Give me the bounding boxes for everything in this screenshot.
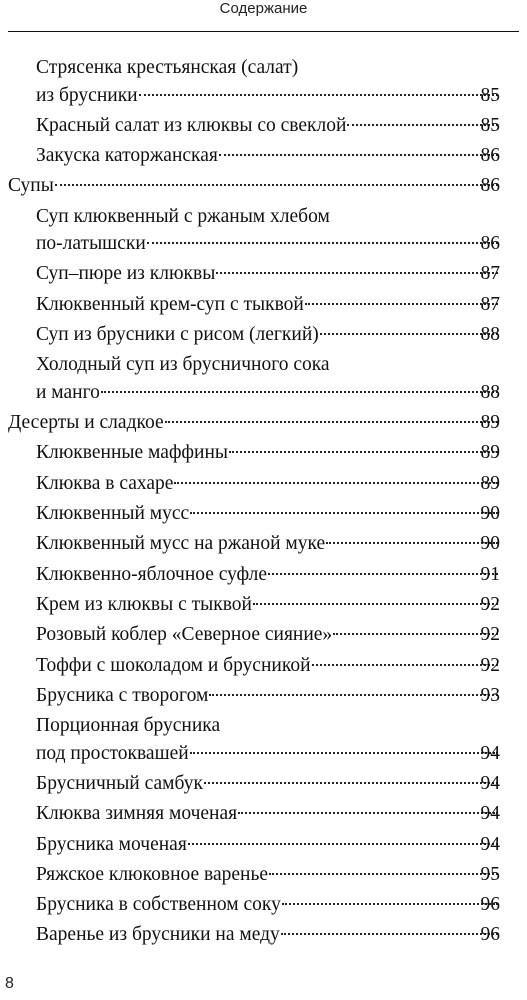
toc-entry-title: Клюквенно-яблочное суфле: [36, 563, 267, 585]
running-header: Содержание: [219, 0, 308, 17]
toc-page-number: 96: [480, 924, 500, 946]
toc-entry-title: Брусника с творогом: [36, 684, 209, 706]
toc-entry-title: Тоффи с шоколадом и брусникой: [36, 654, 311, 676]
toc-entry: [0, 470, 527, 498]
toc-page-number: 94: [480, 742, 500, 764]
toc-entry-title: Розовый коблер «Северное сияние»: [36, 624, 333, 646]
toc-page-number: 94: [480, 803, 500, 825]
toc-entry-title: Десерты и сладкое: [8, 412, 164, 434]
dot-leader: [305, 303, 498, 305]
dot-leader: [219, 154, 498, 156]
dot-leader: [229, 451, 498, 453]
toc-entry-title: Клюквенные маффины: [36, 442, 229, 464]
dot-leader: [326, 542, 498, 544]
toc-entry-title: Варенье из брусники на меду: [36, 924, 280, 946]
toc-entry: [0, 351, 527, 406]
toc-entry: [0, 439, 527, 467]
toc-entry-title: и манго: [36, 381, 100, 403]
toc-page-number: 88: [480, 324, 500, 346]
toc-page-number: 96: [480, 894, 500, 916]
dot-leader: [347, 124, 498, 126]
toc-entry: [0, 591, 527, 619]
toc-page-number: 89: [480, 442, 500, 464]
toc-entry-title: Закуска каторжанская: [36, 145, 218, 167]
toc-entry-title: Ряжское клюковное варенье: [36, 863, 269, 885]
dot-leader: [147, 242, 498, 244]
dot-leader: [55, 184, 498, 186]
toc-entry: [0, 291, 527, 319]
toc-section: [0, 172, 527, 200]
toc-entry-title: Клюквенный крем-суп с тыквой: [36, 293, 304, 315]
toc-entry: [0, 561, 527, 589]
dot-leader: [312, 664, 498, 666]
dot-leader: [282, 903, 498, 905]
toc-entry: [0, 54, 527, 109]
toc-page-number: 94: [480, 772, 500, 794]
toc-entry: [0, 682, 527, 710]
toc-entry: [0, 891, 527, 919]
toc-entry: [0, 203, 527, 258]
toc-page-number: 91: [480, 563, 500, 585]
toc-entry: [0, 831, 527, 859]
toc-page-number: 85: [480, 84, 500, 106]
dot-leader: [320, 333, 498, 335]
toc-entry-title: из брусники: [36, 84, 138, 106]
toc-entry: [0, 652, 527, 680]
toc-entry-title: Клюква в сахаре: [36, 472, 174, 494]
dot-leader: [188, 843, 498, 845]
header-rule: [8, 31, 519, 32]
toc-entry-title: Суп из брусники с рисом (легкий): [36, 324, 319, 346]
dot-leader: [238, 812, 498, 814]
toc-entry-title-line: Порционная брусника: [36, 715, 221, 737]
toc-entry-title: Суп–пюре из клюквы: [36, 263, 216, 285]
toc-entry: [0, 321, 527, 349]
toc-page-number: 89: [480, 412, 500, 434]
toc-page-number: 88: [480, 381, 500, 403]
toc-entry: [0, 500, 527, 528]
toc-page-number: 95: [480, 863, 500, 885]
toc-entry-title-line: Холодный суп из брусничного сока: [36, 354, 330, 376]
toc-entry: [0, 112, 527, 140]
dot-leader: [281, 933, 498, 935]
page-number: 8: [5, 975, 14, 992]
dot-leader: [101, 391, 498, 393]
toc-entry-title-line: Суп клюквенный с ржаным хлебом: [36, 205, 330, 227]
toc-entry-title: Клюквенный мусс: [36, 503, 190, 525]
toc-page-number: 92: [480, 654, 500, 676]
dot-leader: [268, 573, 498, 575]
toc-entry: [0, 861, 527, 889]
toc-page-number: 87: [480, 263, 500, 285]
toc-page-number: 94: [480, 833, 500, 855]
toc-page-number: 90: [480, 503, 500, 525]
toc-entry: [0, 260, 527, 288]
toc-section: [0, 409, 527, 437]
toc-entry: [0, 621, 527, 649]
toc-page-number: 86: [480, 175, 500, 197]
toc-entry-title: Брусничный самбук: [36, 772, 203, 794]
toc-page-number: 93: [480, 684, 500, 706]
toc-entry-title-line: Стрясенка крестьянская (салат): [36, 57, 299, 78]
dot-leader: [216, 272, 498, 274]
dot-leader: [209, 694, 498, 696]
table-of-contents: [0, 54, 527, 952]
toc-entry-title: Клюква зимняя моченая: [36, 803, 238, 825]
toc-page-number: 86: [480, 145, 500, 167]
toc-entry: [0, 770, 527, 798]
dot-leader: [165, 421, 498, 423]
toc-page-number: 87: [480, 293, 500, 315]
toc-entry: [0, 712, 527, 767]
toc-entry-title: Крем из клюквы с тыквой: [36, 593, 252, 615]
toc-entry: [0, 800, 527, 828]
toc-page-number: 85: [480, 114, 500, 136]
dot-leader: [204, 782, 498, 784]
toc-entry-title: Брусника в собственном соку: [36, 894, 281, 916]
toc-page-number: 92: [480, 624, 500, 646]
toc-page-number: 89: [480, 472, 500, 494]
dot-leader: [139, 94, 498, 96]
dot-leader: [174, 482, 498, 484]
dot-leader: [190, 512, 498, 514]
dot-leader: [269, 873, 498, 875]
dot-leader: [333, 633, 498, 635]
toc-entry: [0, 142, 527, 170]
dot-leader: [190, 752, 498, 754]
toc-page-number: 86: [480, 233, 500, 255]
toc-entry-title: Клюквенный мусс на ржаной муке: [36, 533, 326, 555]
toc-entry-title: Супы: [8, 175, 54, 197]
toc-page-number: 90: [480, 533, 500, 555]
toc-entry-title: Брусника моченая: [36, 833, 187, 855]
toc-entry-title: под простоквашей: [36, 742, 189, 764]
toc-entry: [0, 530, 527, 558]
toc-page-number: 92: [480, 593, 500, 615]
toc-entry-title: по-латышски: [36, 233, 146, 255]
toc-entry-title: Красный салат из клюквы со свеклой: [36, 114, 347, 136]
toc-entry: [0, 921, 527, 949]
dot-leader: [253, 603, 498, 605]
